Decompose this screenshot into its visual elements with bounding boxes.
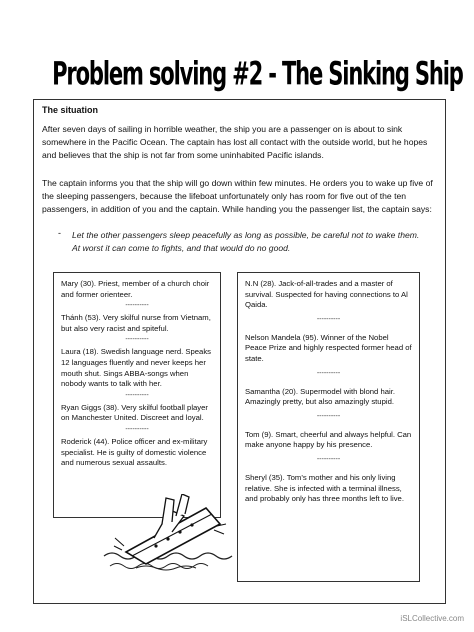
separator: ---------- bbox=[125, 336, 149, 344]
situation-paragraph-2: The captain informs you that the ship will go down within few minutes. He orders you to wake up five of the sleeping passengers, because the lifeboat unfortunately only has room for five out of the ten passengers, in addition of you and the captain. While handing you the passenger list, the captain says: bbox=[42, 178, 433, 214]
captain-quote: Let the other passengers sleep peacefully as long as possible, be careful not to wake them. At worst it can come to fights, and that would do no good. bbox=[72, 230, 420, 253]
separator: ---------- bbox=[125, 391, 149, 399]
situation-paragraph-1: After seven days of sailing in horrible weather, the ship you are a passenger on is about to sink somewhere in the Pacific Ocean. The captain has lost all contact with the outside world, but he hopes and believes that the ship is not far from some uninhabited Pacific islands. bbox=[42, 124, 428, 160]
quote-dash: - bbox=[58, 228, 61, 238]
page-title: Problem solving #2 - The Sinking Ship bbox=[52, 56, 463, 93]
passenger-list-right bbox=[237, 272, 420, 582]
separator: ---------- bbox=[316, 455, 341, 463]
situation-heading: The situation bbox=[42, 105, 98, 115]
separator: ---------- bbox=[316, 315, 341, 323]
passenger-entry: N.N (28). Jack-of-all-trades and a master of survival. Suspected for having connections to Al Qaida. bbox=[245, 279, 408, 310]
separator: ---------- bbox=[316, 369, 341, 377]
passenger-entry: Mary (30). Priest, member of a church choir and former orienteer. bbox=[61, 279, 210, 299]
passenger-entry: Roderick (44). Police officer and ex-military specialist. He is guilty of domestic violence and numerous sexual assaults. bbox=[61, 436, 208, 468]
separator: ---------- bbox=[316, 412, 341, 420]
passenger-entry: Ryan Giggs (38). Very skilful football player on Manchester United. Discreet and loyal. bbox=[61, 402, 208, 423]
separator: ---------- bbox=[125, 302, 149, 310]
passenger-entry: Tom (9). Smart, cheerful and always helpful. Can make anyone happy by his presence. bbox=[245, 429, 412, 450]
passenger-entry: Samantha (20). Supermodel with blond hair. Amazingly pretty, but also amazingly stupid. bbox=[245, 386, 395, 407]
passenger-entry: Laura (18). Swedish language nerd. Speaks 12 languages fluently and never keeps her mouth shut. Sings ABBA-songs when nobody wants to talk with her. bbox=[61, 347, 212, 389]
footer-watermark: iSLCollective.com bbox=[400, 614, 464, 623]
passenger-entry: Thánh (53). Very skilful nurse from Vietnam, but also very racist and spiteful. bbox=[61, 313, 211, 333]
passenger-entry: Sheryl (35). Tom’s mother and his only living relative. She is infected with a terminal illness, and probably only has three months left to live. bbox=[245, 472, 404, 504]
separator: ---------- bbox=[125, 425, 149, 433]
passenger-entry: Nelson Mandela (95). Winner of the Nobel Peace Prize and highly respected former head of state. bbox=[245, 332, 412, 363]
sinking-ship-icon bbox=[96, 494, 236, 602]
passenger-list-left bbox=[53, 272, 221, 518]
